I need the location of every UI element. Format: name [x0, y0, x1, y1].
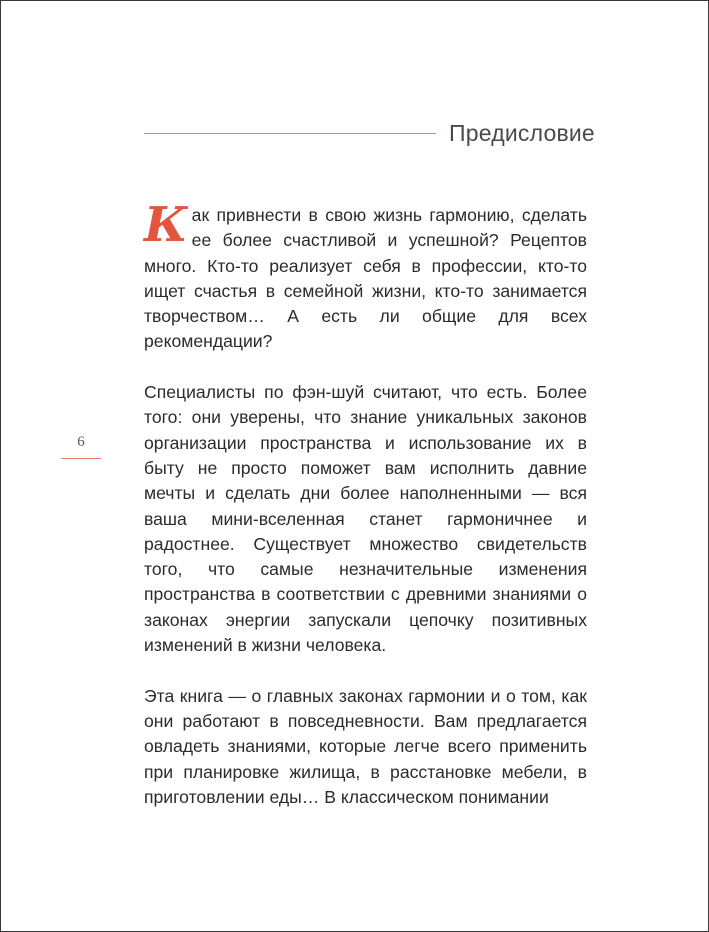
paragraph-2: Специалисты по фэн-шуй считают, что есть. Более того: они уверены, что знание уникальных законов организации пространства и использование их в быту не просто поможет вам исполнить давние мечты и сделать дни более наполненными — вся ваша мини-вселенная станет гармоничнее и радостнее. Существует множество свидетельств того, что самые незначительные изменения пространства в соответствии с древними знаниями о законах энергии запускали цепочку позитивных изменений в жизни человека.	[144, 382, 587, 656]
body-text	[144, 197, 587, 835]
drop-cap: К	[144, 197, 188, 253]
paragraph-1	[144, 197, 587, 355]
paragraph-3: Эта книга — о главных законах гармонии и о том, как они работают в повседневности. Вам предлагается овладеть знаниями, которые легче всего применить при планировке жилища, в расстановке мебели, в приготовлении еды… В классическом понимании	[144, 685, 587, 807]
page-number-rule	[61, 458, 101, 459]
chapter-title: Предисловие	[449, 120, 595, 146]
paragraph-1-text: ак привнести в свою жизнь гармонию, сделать ее более счастливой и успешной? Рецептов много. Кто-то реализует себя в профессии, кто-то ищет счастья в семейной жизни, кто-то занимается творчеством… А есть ли общие для всех рекомендации?	[144, 205, 587, 352]
page-number: 6	[77, 434, 85, 450]
chapter-title-rule	[144, 133, 436, 134]
